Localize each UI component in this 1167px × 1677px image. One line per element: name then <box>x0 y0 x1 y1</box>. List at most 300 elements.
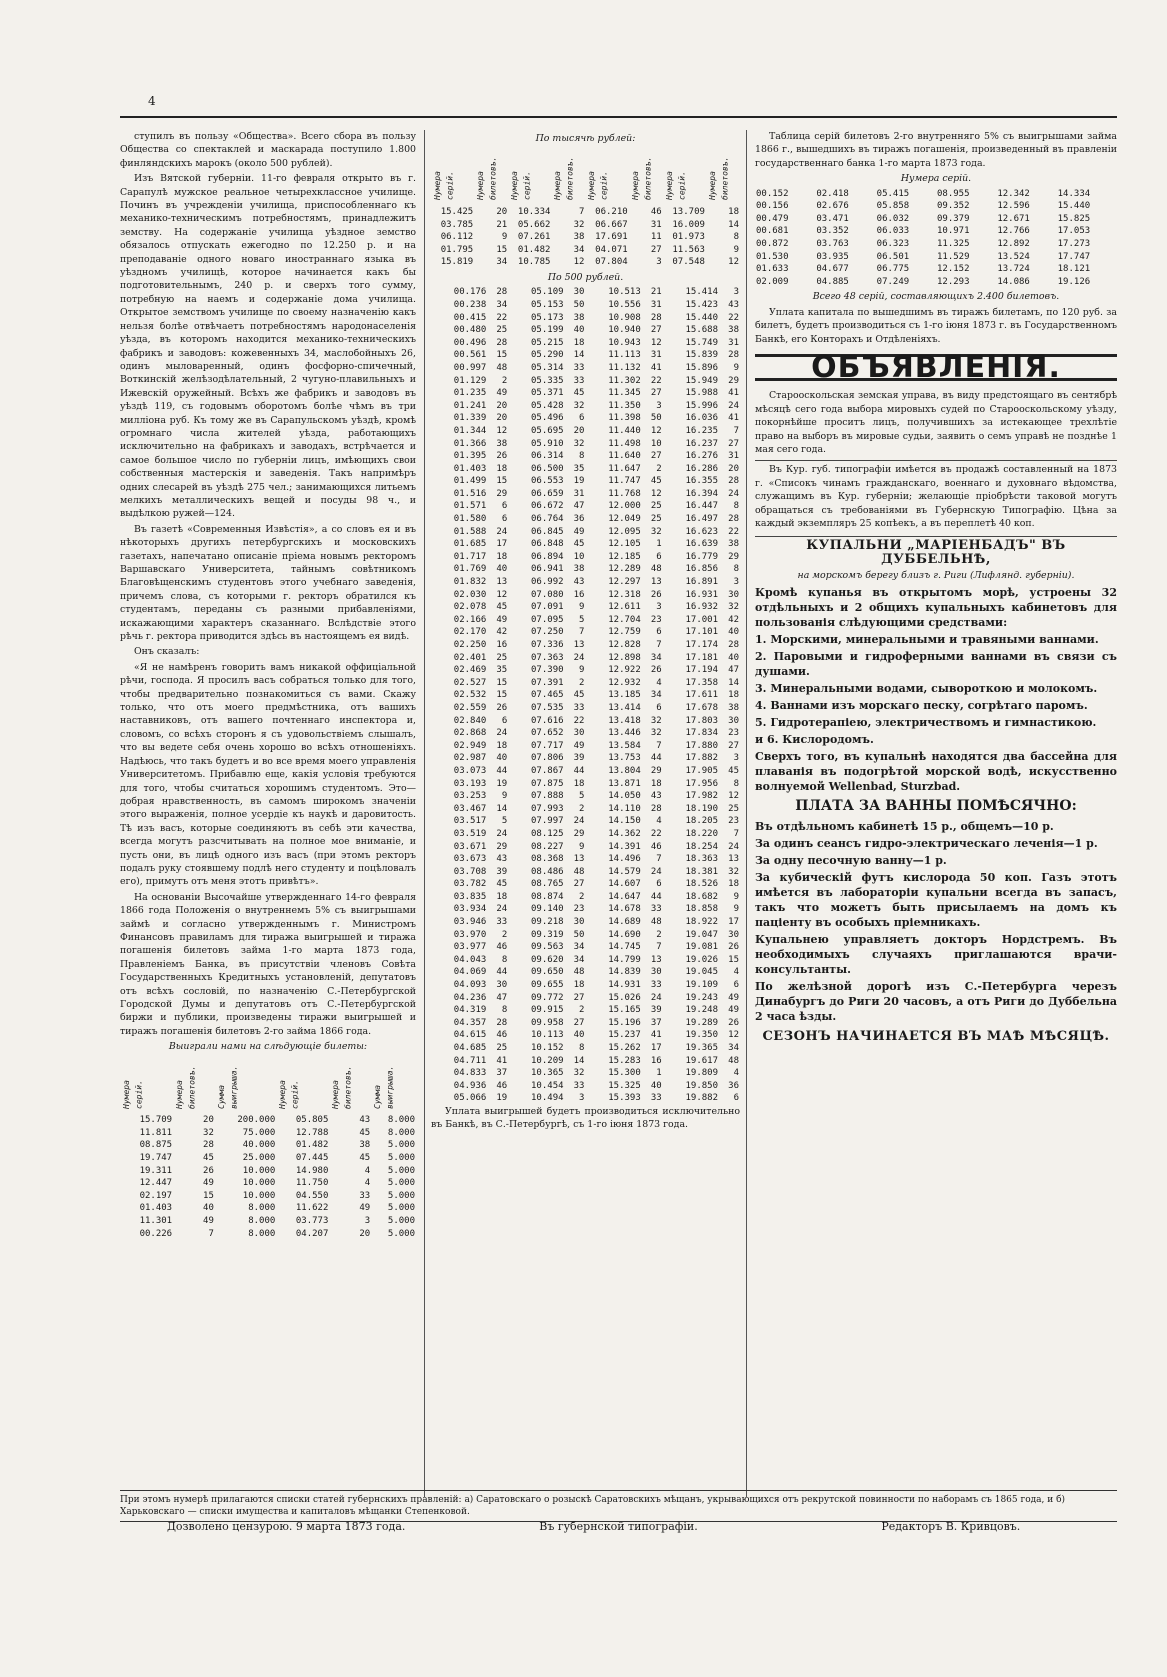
column-header <box>120 1056 173 1115</box>
table-cell: 07.548 <box>672 257 705 268</box>
table-cell: 01.403 <box>139 1203 173 1214</box>
table-cell: 14.050 <box>608 791 641 802</box>
table-row <box>431 677 740 690</box>
table-cell: 17 <box>496 539 508 550</box>
table-cell: 11.325 <box>936 239 970 249</box>
table-cell: 30 <box>728 715 739 726</box>
table-cell: 38 <box>573 564 585 575</box>
table-cell: 42 <box>728 614 739 625</box>
table-cell: 01.633 <box>756 264 789 275</box>
table-cell: 11.350 <box>608 400 641 411</box>
table-cell: 46 <box>496 942 508 953</box>
table-cell: 23 <box>650 614 662 625</box>
table-cell: 12.105 <box>608 539 641 550</box>
table-cell: 00.238 <box>453 299 487 310</box>
ad-marienbad-subtitle: на морскомъ берегу близъ г. Риги (Лифлянд. губерніи). <box>797 570 1075 582</box>
table-cell: 14.607 <box>608 879 641 890</box>
table-cell: 19.350 <box>685 1030 718 1041</box>
table-cell: 04.677 <box>816 264 849 275</box>
table-row <box>431 488 740 501</box>
table-cell: 38 <box>359 1140 371 1151</box>
table-row <box>120 1152 416 1165</box>
ad-marienbad-doctor: Купальнею управляетъ докторъ Нордстремъ. Въ необходимыхъ случаяхъ приглашаются врачи-консультанты. <box>755 933 1117 977</box>
table-cell: 4 <box>656 816 662 827</box>
table-cell: 00.415 <box>453 312 487 323</box>
table-cell: 48 <box>650 564 662 575</box>
table-cell: 5.000 <box>387 1228 415 1239</box>
column-header-label: Нумера серій. <box>433 171 455 201</box>
table-cell: 38 <box>728 539 739 550</box>
table-cell: 14.690 <box>608 929 641 940</box>
table-cell: 01.482 <box>295 1140 329 1151</box>
table-cell: 4 <box>733 967 739 978</box>
column-header <box>474 147 508 206</box>
table-cell: 3 <box>364 1215 371 1226</box>
table-row <box>431 425 740 438</box>
table-cell: 18.363 <box>685 854 718 865</box>
table-cell: 13.871 <box>608 778 641 789</box>
table-cell: 6 <box>501 501 508 512</box>
table-cell: 16.394 <box>685 488 718 499</box>
table-cell: 00.997 <box>453 362 487 373</box>
table-cell: 10 <box>650 438 662 449</box>
table-cell: 17.101 <box>685 627 718 638</box>
table-cell: 01.395 <box>453 451 487 462</box>
ad-item: 4. Ваннами изъ морскаго песку, согрѣтаго паромъ. <box>755 698 1088 712</box>
table-cell: 00.156 <box>756 201 789 212</box>
table-cell: 20 <box>203 1115 214 1126</box>
table-row <box>431 1055 740 1068</box>
table-cell: 30 <box>573 728 585 739</box>
ad-marienbad-season: СЕЗОНЪ НАЧИНАЕТСЯ ВЪ МАѢ МѢСЯЦѢ. <box>762 1029 1110 1045</box>
ads-title: ОБЪЯВЛЕНІЯ. <box>755 354 1117 381</box>
table-cell: 29 <box>728 551 739 562</box>
table-cell: 16 <box>650 1055 662 1066</box>
table-cell: 24 <box>650 992 662 1003</box>
ad-price: За одинъ сеансъ гидро-электрическаго леченія—1 р. <box>755 837 1098 851</box>
table-cell: 02.078 <box>453 602 487 613</box>
table-cell: 50 <box>573 299 585 310</box>
ad-item: 2. Паровыми и гидроферными ваннами въ связи съ душами. <box>755 649 1117 678</box>
table-cell: 5 <box>579 614 585 625</box>
table-cell: 07.391 <box>531 677 564 688</box>
table-cell: 04.069 <box>453 967 487 978</box>
table-cell: 28 <box>728 514 739 525</box>
table-cell: 18.381 <box>685 866 718 877</box>
column-header-label: Нумера билетовъ. <box>476 157 498 201</box>
table-cell: 06.500 <box>531 463 564 474</box>
table-cell: 12.289 <box>608 564 641 575</box>
table-cell: 29 <box>728 375 739 386</box>
table-row <box>431 312 740 325</box>
table-cell: 07.616 <box>531 715 564 726</box>
table-cell: 07.804 <box>595 257 628 268</box>
table-cell: 26 <box>728 942 739 953</box>
table-cell: 9 <box>579 602 585 613</box>
article-vyatka: Изъ Вятской губерніи. 11-го февраля открыто въ г. Сарапулѣ мужское реальное четырехклассное училище. Починъ въ учрежденіи училища, приспособленнаго къ механико-техническимъ потребностямъ, принадлежитъ земству. На содержаніе училища уѣздное земство обязалось отпускать ежегодно по 12.250 р. и на преподаваніе одного новаго иностраннаго языка въ уѣздномъ училищѣ, которое начинается какъ бы подготовительнымъ, 240 р. и сверхъ того сумму, потребную на наемъ и содержаніе дома училища. Открытое земствомъ училище по своему назначенію какъ нельзя болѣе отвѣчаетъ потребностямъ народонаселенія уѣзда, въ которомъ находится механико-техническихъ фабрикъ и заводовъ: кожевенныхъ 34, маслобойныхъ 26, одинъ мыловаренный, одинъ фосфорно-спичечный, Воткинскій желѣзодѣлательный, 2 чугуно-плавильныхъ и Ижевскій оружейный. Всѣхъ же фабрикъ и заводовъ въ уѣздѣ 119, съ годовымъ оборотомъ болѣе чѣмъ въ три милліона руб. Къ тому же въ Сарапульскомъ уѣздѣ, кромѣ огромнаго числа жителей уѣзда, работающихъ исключительно на фабрикахъ и заводахъ, встрѣчается и самое большое число по губерніи лицъ, имѣющихъ свои собственныя мастерскія и заведенія. Такъ напримѣръ одних слесарей въ уѣздѣ 275 чел.; занимающихся литьемъ мелкихъ металлическихъ вещей и посуды 98 ч., и выдѣлкою ружей—124. <box>120 173 416 520</box>
table-cell: 24 <box>728 488 739 499</box>
table-cell: 26 <box>650 665 662 676</box>
table-cell: 19 <box>496 778 508 789</box>
table-cell: 7 <box>656 740 662 751</box>
table-cell: 34 <box>573 244 585 255</box>
table-row <box>431 1004 740 1017</box>
table-row <box>755 276 1117 289</box>
table-cell: 43 <box>496 854 508 865</box>
table-cell: 15 <box>496 690 508 701</box>
column-right <box>747 130 1117 1497</box>
table-cell: 07.336 <box>531 640 564 650</box>
table-row <box>431 206 740 219</box>
table-cell: 48 <box>728 1055 739 1066</box>
table-cell: 18 <box>650 778 662 789</box>
table-cell: 01.685 <box>453 539 487 550</box>
table-cell: 9 <box>579 841 585 852</box>
table-cell: 02.868 <box>453 728 487 739</box>
table-cell: 06.894 <box>531 551 564 562</box>
table-cell: 44 <box>650 753 662 764</box>
table-cell: 32 <box>203 1127 214 1138</box>
column-header-label: Нумера серій. <box>664 171 687 201</box>
table-cell: 33 <box>573 1080 585 1091</box>
table-cell: 46 <box>650 841 662 852</box>
table-cell: 04.357 <box>453 1017 487 1028</box>
table-cell: 01.235 <box>453 388 487 399</box>
article-paragraph: Онъ сказалъ: <box>134 646 200 658</box>
table-cell: 01.482 <box>517 244 551 255</box>
table-cell: 04.885 <box>816 276 849 287</box>
table-cell: 27 <box>573 1017 585 1028</box>
table-cell: 07.465 <box>531 690 564 701</box>
table-cell: 05.371 <box>531 388 564 399</box>
table-cell: 04.043 <box>453 954 487 965</box>
table-cell: 19.809 <box>685 1068 718 1079</box>
table-cell: 14.799 <box>608 954 641 965</box>
table-cell: 10.513 <box>608 287 641 298</box>
table-cell: 10.113 <box>531 1030 564 1041</box>
table-cell: 03.673 <box>453 854 487 865</box>
table-cell: 11.440 <box>608 425 641 436</box>
table-row <box>431 324 740 337</box>
table-cell: 2 <box>579 891 585 902</box>
table-cell: 03.763 <box>816 239 849 249</box>
table-cell: 34 <box>496 299 508 310</box>
column-header-label: Нумера билетовъ. <box>175 1065 197 1109</box>
table-cell: 25 <box>728 803 739 814</box>
table-cell: 28 <box>496 1017 508 1028</box>
table-cell: 19.617 <box>685 1055 718 1066</box>
table-cell: 14 <box>728 219 739 230</box>
table-cell: 45 <box>573 388 585 399</box>
table-cell: 9 <box>733 891 739 902</box>
table-cell: 08.875 <box>139 1140 173 1151</box>
table-cell: 00.681 <box>756 226 789 237</box>
table-cell: 12.297 <box>608 577 641 588</box>
table-cell: 01.832 <box>453 577 487 588</box>
table-cell: 38 <box>496 438 508 449</box>
table-cell: 8 <box>733 778 739 789</box>
table-cell: 30 <box>728 929 739 940</box>
table-row <box>431 702 740 715</box>
table-cell: 06.033 <box>876 226 910 237</box>
table-cell: 07.095 <box>531 614 564 625</box>
ad-marienbad-intro: Кромѣ купанья въ открытомъ морѣ, устроены 32 отдѣльныхъ и 2 общихъ купальныхъ кабинетовъ для пользованія слѣдующими средствами: <box>755 585 1117 629</box>
table-cell: 31 <box>728 337 739 348</box>
table-cell: 40 <box>496 564 508 575</box>
table-cell: 18.205 <box>685 816 718 827</box>
table-cell: 32 <box>573 400 585 411</box>
table-cell: 7 <box>733 425 739 436</box>
table-cell: 40.000 <box>242 1140 276 1151</box>
table-cell: 17.691 <box>595 232 628 243</box>
table-row <box>431 916 740 929</box>
table-cell: 12.318 <box>608 589 641 600</box>
table-cell: 12 <box>728 1030 739 1041</box>
signature-line <box>120 1520 1117 1533</box>
table-cell: 15.440 <box>685 312 718 323</box>
table-row <box>431 954 740 967</box>
page-number: 4 <box>148 94 156 108</box>
table-cell: 03.785 <box>440 219 474 230</box>
table-cell: 06.501 <box>876 251 910 262</box>
table-cell: 14 <box>728 677 739 688</box>
table-cell: 21 <box>650 287 662 298</box>
table-cell: 29 <box>650 765 662 776</box>
table-cell: 10.209 <box>531 1055 564 1066</box>
table-cell: 13.804 <box>608 765 641 776</box>
table-cell: 2 <box>501 375 508 386</box>
table-cell: 06.210 <box>595 207 628 217</box>
table-cell: 01.129 <box>453 375 487 386</box>
table-cell: 05.153 <box>531 299 564 310</box>
table-cell: 11.622 <box>295 1203 329 1214</box>
table-cell: 11.563 <box>672 244 705 255</box>
table-cell: 13.185 <box>608 690 641 701</box>
table-cell: 13 <box>496 577 508 588</box>
table-cell: 34 <box>573 954 585 965</box>
table-cell: 27 <box>728 740 739 751</box>
table-cell: 07.652 <box>531 728 564 739</box>
column-header-label: Нумера билетовъ. <box>331 1065 353 1109</box>
table-cell: 19.311 <box>139 1165 173 1176</box>
table-cell: 02.401 <box>453 652 487 663</box>
table-cell: 18.922 <box>685 917 718 928</box>
table-row <box>431 375 740 388</box>
table-cell: 17.882 <box>685 753 718 764</box>
table-cell: 13.524 <box>997 251 1030 262</box>
thousand-heading: По тысячѣ рублей: <box>535 133 636 144</box>
table-cell: 9 <box>733 244 739 255</box>
table-cell: 17.880 <box>685 740 718 751</box>
table-row <box>431 715 740 728</box>
table-cell: 10.943 <box>608 337 641 348</box>
table-cell: 43 <box>650 791 662 802</box>
table-cell: 24 <box>728 400 739 411</box>
table-row <box>431 1092 740 1105</box>
table-cell: 8 <box>733 564 739 575</box>
table-cell: 17.803 <box>685 715 718 726</box>
series-total: Всего 48 серій, составляющихъ 2.400 билетовъ. <box>812 291 1060 303</box>
table-cell: 04.550 <box>295 1190 329 1201</box>
table-cell: 05.314 <box>531 362 564 373</box>
table-cell: 34 <box>496 257 508 268</box>
table-cell: 3 <box>733 577 739 588</box>
table-row <box>431 929 740 942</box>
table-cell: 16.009 <box>672 219 705 230</box>
table-cell: 7 <box>208 1228 214 1239</box>
table-row <box>431 903 740 916</box>
table-cell: 02.676 <box>816 201 849 212</box>
table-cell: 10.971 <box>936 226 970 237</box>
table-row <box>431 652 740 665</box>
table-cell: 16.237 <box>685 438 718 449</box>
table-cell: 06.659 <box>531 488 564 499</box>
table-cell: 45 <box>573 539 585 550</box>
table-cell: 34 <box>573 942 585 953</box>
table-cell: 13.724 <box>997 264 1030 275</box>
table-cell: 03.671 <box>453 841 487 852</box>
table-row <box>431 1067 740 1080</box>
table-cell: 40 <box>728 652 739 663</box>
table-cell: 12.185 <box>608 551 641 562</box>
table-cell: 30 <box>573 917 585 928</box>
table-cell: 18 <box>728 207 739 217</box>
table-cell: 03.934 <box>453 904 487 915</box>
table-row <box>431 1042 740 1055</box>
table-cell: 04.833 <box>453 1068 487 1079</box>
table-cell: 15.749 <box>685 337 718 348</box>
table-row <box>755 188 1117 201</box>
table-cell: 16.931 <box>685 589 718 600</box>
table-cell: 14 <box>573 1055 585 1066</box>
table-cell: 03.970 <box>453 929 487 940</box>
table-cell: 05.662 <box>517 219 551 230</box>
table-cell: 09.218 <box>531 917 564 928</box>
table-cell: 3 <box>656 400 662 411</box>
ad-marienbad-title: КУПАЛЬНИ „МАРІЕНБАДЪ" ВЪ ДУББЕЛЬНѢ, <box>755 536 1117 566</box>
table-cell: 20 <box>496 400 508 411</box>
table-cell: 11.301 <box>139 1215 173 1226</box>
table-row <box>120 1190 416 1203</box>
table-cell: 49 <box>496 614 508 625</box>
table-row <box>431 1080 740 1093</box>
table-cell: 10.000 <box>242 1178 276 1189</box>
table-cell: 2 <box>579 1005 585 1016</box>
table-cell: 01.339 <box>453 413 487 424</box>
table-row <box>431 778 740 791</box>
column-middle <box>425 130 747 1497</box>
table-cell: 03.519 <box>453 828 487 839</box>
table-cell: 26 <box>728 1017 739 1028</box>
table-cell: 44 <box>650 891 662 902</box>
table-cell: 16.276 <box>685 451 718 462</box>
table-cell: 6 <box>733 1093 739 1104</box>
table-cell: 41 <box>650 362 662 373</box>
column-header <box>508 147 551 206</box>
table-cell: 17.194 <box>685 665 718 676</box>
table-cell: 15 <box>496 476 508 487</box>
table-cell: 11.345 <box>608 388 641 399</box>
table-cell: 05.173 <box>531 312 564 323</box>
table-cell: 12.892 <box>997 239 1030 249</box>
table-cell: 27 <box>650 388 662 399</box>
payment-note: Уплата выигрышей будетъ производиться исключительно въ Банкѣ, въ С.-Петербургѣ, съ 1-го іюня 1873 года. <box>431 1105 740 1131</box>
table-cell: 00.152 <box>756 188 789 199</box>
table-cell: 17.358 <box>685 677 718 688</box>
table-cell: 18.190 <box>685 803 718 814</box>
table-cell: 9 <box>579 665 585 676</box>
table-cell: 28 <box>203 1140 214 1151</box>
table-cell: 34 <box>728 1043 739 1053</box>
table-cell: 17.174 <box>685 640 718 650</box>
table-cell: 6 <box>733 980 739 991</box>
table-cell: 3 <box>733 287 739 298</box>
table-cell: 49 <box>573 526 585 537</box>
table-cell: 07.535 <box>531 702 564 713</box>
table-cell: 19.109 <box>685 980 718 991</box>
column-header <box>585 147 628 206</box>
table-cell: 8 <box>501 1005 508 1016</box>
table-cell: 08.368 <box>531 854 564 865</box>
table-cell: 16.639 <box>685 539 718 550</box>
table-cell: 37 <box>650 1017 662 1028</box>
table-cell: 32 <box>573 438 585 449</box>
column-header <box>663 147 706 206</box>
ad-marienbad-pay-title: ПЛАТА ЗА ВАННЫ ПОМѢСЯЧНО: <box>795 797 1077 814</box>
table-cell: 19 <box>573 476 585 487</box>
table-row <box>431 941 740 954</box>
ad-price: Въ отдѣльномъ кабинетѣ 15 р., общемъ—10 р. <box>755 820 1054 834</box>
table-cell: 31 <box>573 488 585 499</box>
table-cell: 8 <box>579 1043 585 1053</box>
table-cell: 17 <box>650 1043 662 1053</box>
table-cell: 10.785 <box>517 257 551 268</box>
table-row <box>431 475 740 488</box>
table-cell: 03.073 <box>453 765 487 776</box>
table-row <box>431 765 740 778</box>
table-cell: 10.152 <box>531 1043 564 1053</box>
table-cell: 48 <box>573 967 585 978</box>
table-row <box>431 966 740 979</box>
column-header-label: Нумера билетовъ. <box>630 157 653 201</box>
table-cell: 01.516 <box>453 488 487 499</box>
table-cell: 02.030 <box>453 589 487 600</box>
table-cell: 07.250 <box>531 627 564 638</box>
table-cell: 14.391 <box>608 841 641 852</box>
table-cell: 48 <box>496 362 508 373</box>
table-cell: 39 <box>650 1005 662 1016</box>
table-cell: 40 <box>650 1080 662 1091</box>
column-header <box>276 1056 329 1115</box>
table-cell: 07.080 <box>531 589 564 600</box>
table-row <box>755 213 1117 226</box>
table-cell: 32 <box>573 219 585 230</box>
table-cell: 06.764 <box>531 514 564 525</box>
table-cell: 08.227 <box>531 841 564 852</box>
table-cell: 17.834 <box>685 728 718 739</box>
column-header-label: Нумера билетовъ. <box>707 157 730 201</box>
table-cell: 38 <box>728 325 739 336</box>
table-cell: 02.418 <box>816 188 849 199</box>
table-cell: 28 <box>496 287 508 298</box>
table-cell: 01.366 <box>453 438 487 449</box>
table-row <box>431 463 740 476</box>
censor-note: Дозволено цензурою. 9 марта 1873 года. <box>166 1520 406 1533</box>
table-cell: 06.112 <box>440 232 474 243</box>
table-cell: 25 <box>496 1043 508 1053</box>
table-cell: 33 <box>496 917 508 928</box>
table-cell: 41 <box>496 1055 508 1066</box>
